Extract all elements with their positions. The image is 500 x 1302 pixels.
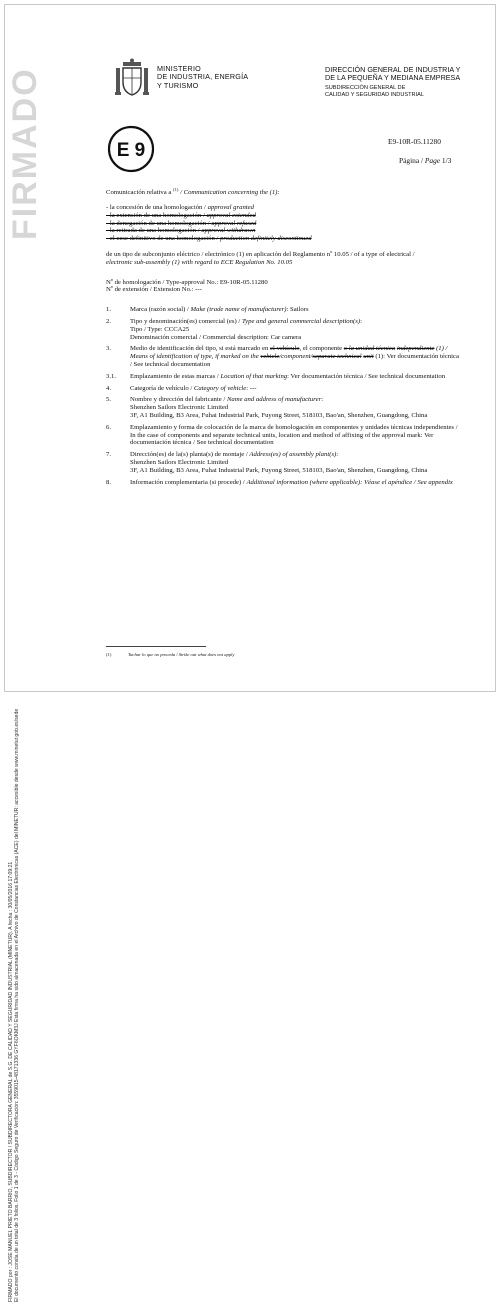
item-number: 3.	[106, 345, 112, 353]
footnote-number: (1)	[106, 652, 112, 657]
subdepartment-line: CALIDAD Y SEGURIDAD INDUSTRIAL	[325, 92, 424, 98]
item-es: Categoría de vehículo /	[130, 384, 194, 392]
signature-text	[8, 652, 20, 1302]
item-value: : Sailors	[286, 306, 309, 314]
item-en: Address(es) of assembly plant(s)	[249, 451, 337, 459]
page-number	[399, 156, 451, 165]
struck-text: unit	[363, 353, 374, 361]
type-approval-number: Nº de homologación / Type-approval No.: E9-10R-05.11280	[106, 278, 268, 286]
footnote	[106, 652, 234, 657]
item-value: : ---	[246, 384, 257, 392]
struck-text: separate technical	[312, 353, 362, 361]
option-withdrawn	[106, 227, 462, 235]
ministry-line: DE INDUSTRIA, ENERGÍA	[157, 72, 249, 82]
coat-of-arms-icon	[114, 58, 150, 100]
list-item	[106, 345, 462, 368]
approval-numbers	[106, 279, 462, 295]
department-line: DE LA PEQUEÑA Y MEDIANA EMPRESA	[325, 73, 461, 83]
items-list	[106, 306, 462, 486]
page-label: Página /	[399, 156, 425, 165]
option-en: approval granted	[207, 204, 254, 212]
item-number: 7.	[106, 451, 112, 459]
list-item	[106, 396, 462, 419]
ministry-line: Y TURISMO	[157, 80, 199, 90]
option-es: - la denegación de una homologación /	[106, 219, 212, 227]
item-number: 8.	[106, 478, 112, 486]
item-text	[130, 318, 462, 341]
communication-body	[106, 186, 462, 490]
item-number: 5.	[106, 396, 112, 404]
struck-text: o la unidad técnica	[343, 345, 396, 353]
option-granted	[106, 204, 462, 212]
list-item	[106, 451, 462, 474]
plant-name: Shenzhen Sailors Electronic Limited	[130, 458, 229, 466]
subdepartment-line: SUBDIRECCIÓN GENERAL DE	[325, 85, 406, 92]
item-es: Información complementaria (si procede) /	[130, 478, 247, 486]
department-header	[325, 66, 460, 99]
item-value: : Véase el apéndice / See appendix	[360, 478, 453, 486]
struck-text: el vehículo	[270, 345, 300, 353]
item-text	[130, 479, 462, 487]
extension-number: Nº de extensión / Extension No.: ---	[106, 286, 202, 294]
option-en: approval refused	[211, 219, 257, 227]
option-es: - la concesión de una homologación /	[106, 204, 208, 212]
footnote-ref: (1)	[173, 187, 179, 192]
option-en: approval extended	[206, 211, 256, 219]
item-value: : Ver documentación técnica / See technical documentation	[287, 372, 446, 380]
item-en: /component/	[279, 353, 313, 361]
item-number: 4.	[106, 384, 112, 392]
type-line: de un tipo de subconjunto eléctrico / electrónico (1) en aplicación del Reglamento nº 10.05 / of a type of electrical /	[106, 251, 415, 259]
type-statement	[106, 251, 462, 267]
item-text	[130, 373, 462, 381]
list-item	[106, 306, 462, 314]
option-extended	[106, 212, 462, 220]
item-text: Emplazamiento y forma de colocación de la marca de homologación en componentes y unidades técnicas independientes / In the case of components and separate technical units, location and method of affixing of the approval mark: Ver documentación técnica / See technical documentation	[130, 423, 458, 447]
item-es: , el componente	[299, 345, 344, 353]
approval-reference: E9-10R-05.11280	[388, 137, 441, 146]
item-number: 1.	[106, 306, 112, 314]
communication-es: Comunicación relativa a	[106, 189, 174, 197]
item-en: Additional information (where applicable)	[246, 478, 361, 486]
list-item	[106, 373, 462, 381]
e9-approval-mark	[106, 124, 156, 174]
item-text	[130, 345, 462, 368]
signature-line-2: El documento consta de un total de 3 folios. Folio 1 de 3 - Código Seguro de Verificación: 3559015-48171336 GYF6OKM3J Esta firma ha sido almacenada en el Archivo de Constancias Electrónicas (ACE) del MINETUR: accesible desde www.minetur.gob.es/sede	[14, 708, 21, 1302]
subdepartment	[325, 85, 460, 98]
plant-address: 3F, A1 Building, B3 Area, Fuhai Industrial Park, Fuyong Street, 518103, Bao'an, Shenzhen, Guangdong, China	[130, 466, 428, 474]
item-text	[130, 451, 462, 474]
item-es: Nombre y dirección del fabricante /	[130, 396, 227, 404]
type-line: electronic sub-assembly (1) with regard to ECE Regulation No. 10.05	[106, 258, 293, 266]
item-en: Location of that marking	[220, 372, 288, 380]
manufacturer-name: Shenzhen Sailors Electronic Limited	[130, 404, 229, 412]
item-type: Tipo / Type: CCCA25	[130, 325, 190, 333]
option-es: - el cese definitivo de una homologación /	[106, 235, 221, 243]
firmado-watermark: FIRMADO	[6, 67, 44, 240]
item-number: 2.	[106, 318, 112, 325]
department-line: DIRECCIÓN GENERAL DE INDUSTRIA Y	[325, 65, 461, 74]
item-colon: :	[336, 451, 339, 459]
item-text	[130, 306, 462, 314]
list-item	[106, 479, 462, 487]
ministry-name	[157, 65, 248, 90]
page-count: 1/3	[440, 156, 452, 165]
item-en: Name and address of manufacturer	[226, 396, 322, 404]
communication-en: / Communication concerning the (1):	[178, 189, 280, 197]
signature-line-1: FIRMADO por : JOSE MANUEL PRIETO BARRIO, SUBDIRECTOR / SUBDIRECTORA GENERAL de S.G. DE CALIDAD Y SEGURIDAD INDUSTRIAL (MINETUR). A fecha : 30/05/2016 17:09:21	[8, 861, 14, 1302]
item-en: Type and general commercial description(s)	[241, 318, 361, 325]
item-colon: :	[321, 396, 324, 404]
item-number: 3.1.	[106, 372, 117, 380]
item-en: Make (trade name of manufacturer)	[190, 306, 287, 314]
option-en: production definitely discontinued	[220, 235, 312, 243]
approval-options	[106, 204, 462, 243]
option-en: approval withdrawn	[201, 227, 256, 235]
ministry-line: MINISTERIO	[157, 64, 201, 73]
item-en: Category of vehicle	[193, 384, 247, 392]
communication-heading	[106, 186, 462, 197]
item-description: Denominación comercial / Commercial description: Car camera	[130, 333, 302, 341]
footnote-text: Tachar lo que no proceda / Strike out what does not apply	[128, 652, 235, 657]
list-item	[106, 424, 462, 447]
item-es: Marca (razón social) /	[130, 306, 191, 314]
struck-text: vehicle	[260, 353, 280, 361]
item-colon: :	[360, 318, 362, 325]
e9-mark-text: E 9	[116, 140, 146, 161]
item-value: (1): Ver documentación técnica / See technical documentation	[130, 353, 459, 368]
list-item	[106, 385, 462, 393]
item-es: Tipo y denominación(es) comercial (es) /	[130, 318, 242, 325]
option-discontinued	[106, 235, 462, 243]
item-text	[130, 385, 462, 393]
option-es: - la retirada de una homologación /	[106, 227, 202, 235]
item-es: Medio de identificación del tipo, si está marcado en	[130, 345, 271, 353]
struck-text: independiente	[396, 345, 435, 353]
option-es: - la extensión de una homologación /	[106, 211, 207, 219]
footnote-divider	[106, 646, 206, 647]
item-number: 6.	[106, 423, 112, 431]
item-es: Emplazamiento de estas marcas /	[130, 372, 221, 380]
option-refused	[106, 220, 462, 228]
list-item	[106, 318, 462, 341]
item-en: (1) / Means of identification of type, if marked on the	[130, 345, 448, 361]
item-es: Dirección(es) de la(s) planta(s) de montaje /	[130, 451, 250, 459]
manufacturer-address: 3F, A1 Building, B3 Area, Fuhai Industrial Park, Fuyong Street, 518103, Bao'an, Shenzhen, Guangdong, China	[130, 411, 428, 419]
page-label-en: Page	[424, 156, 441, 165]
item-text	[130, 396, 462, 419]
